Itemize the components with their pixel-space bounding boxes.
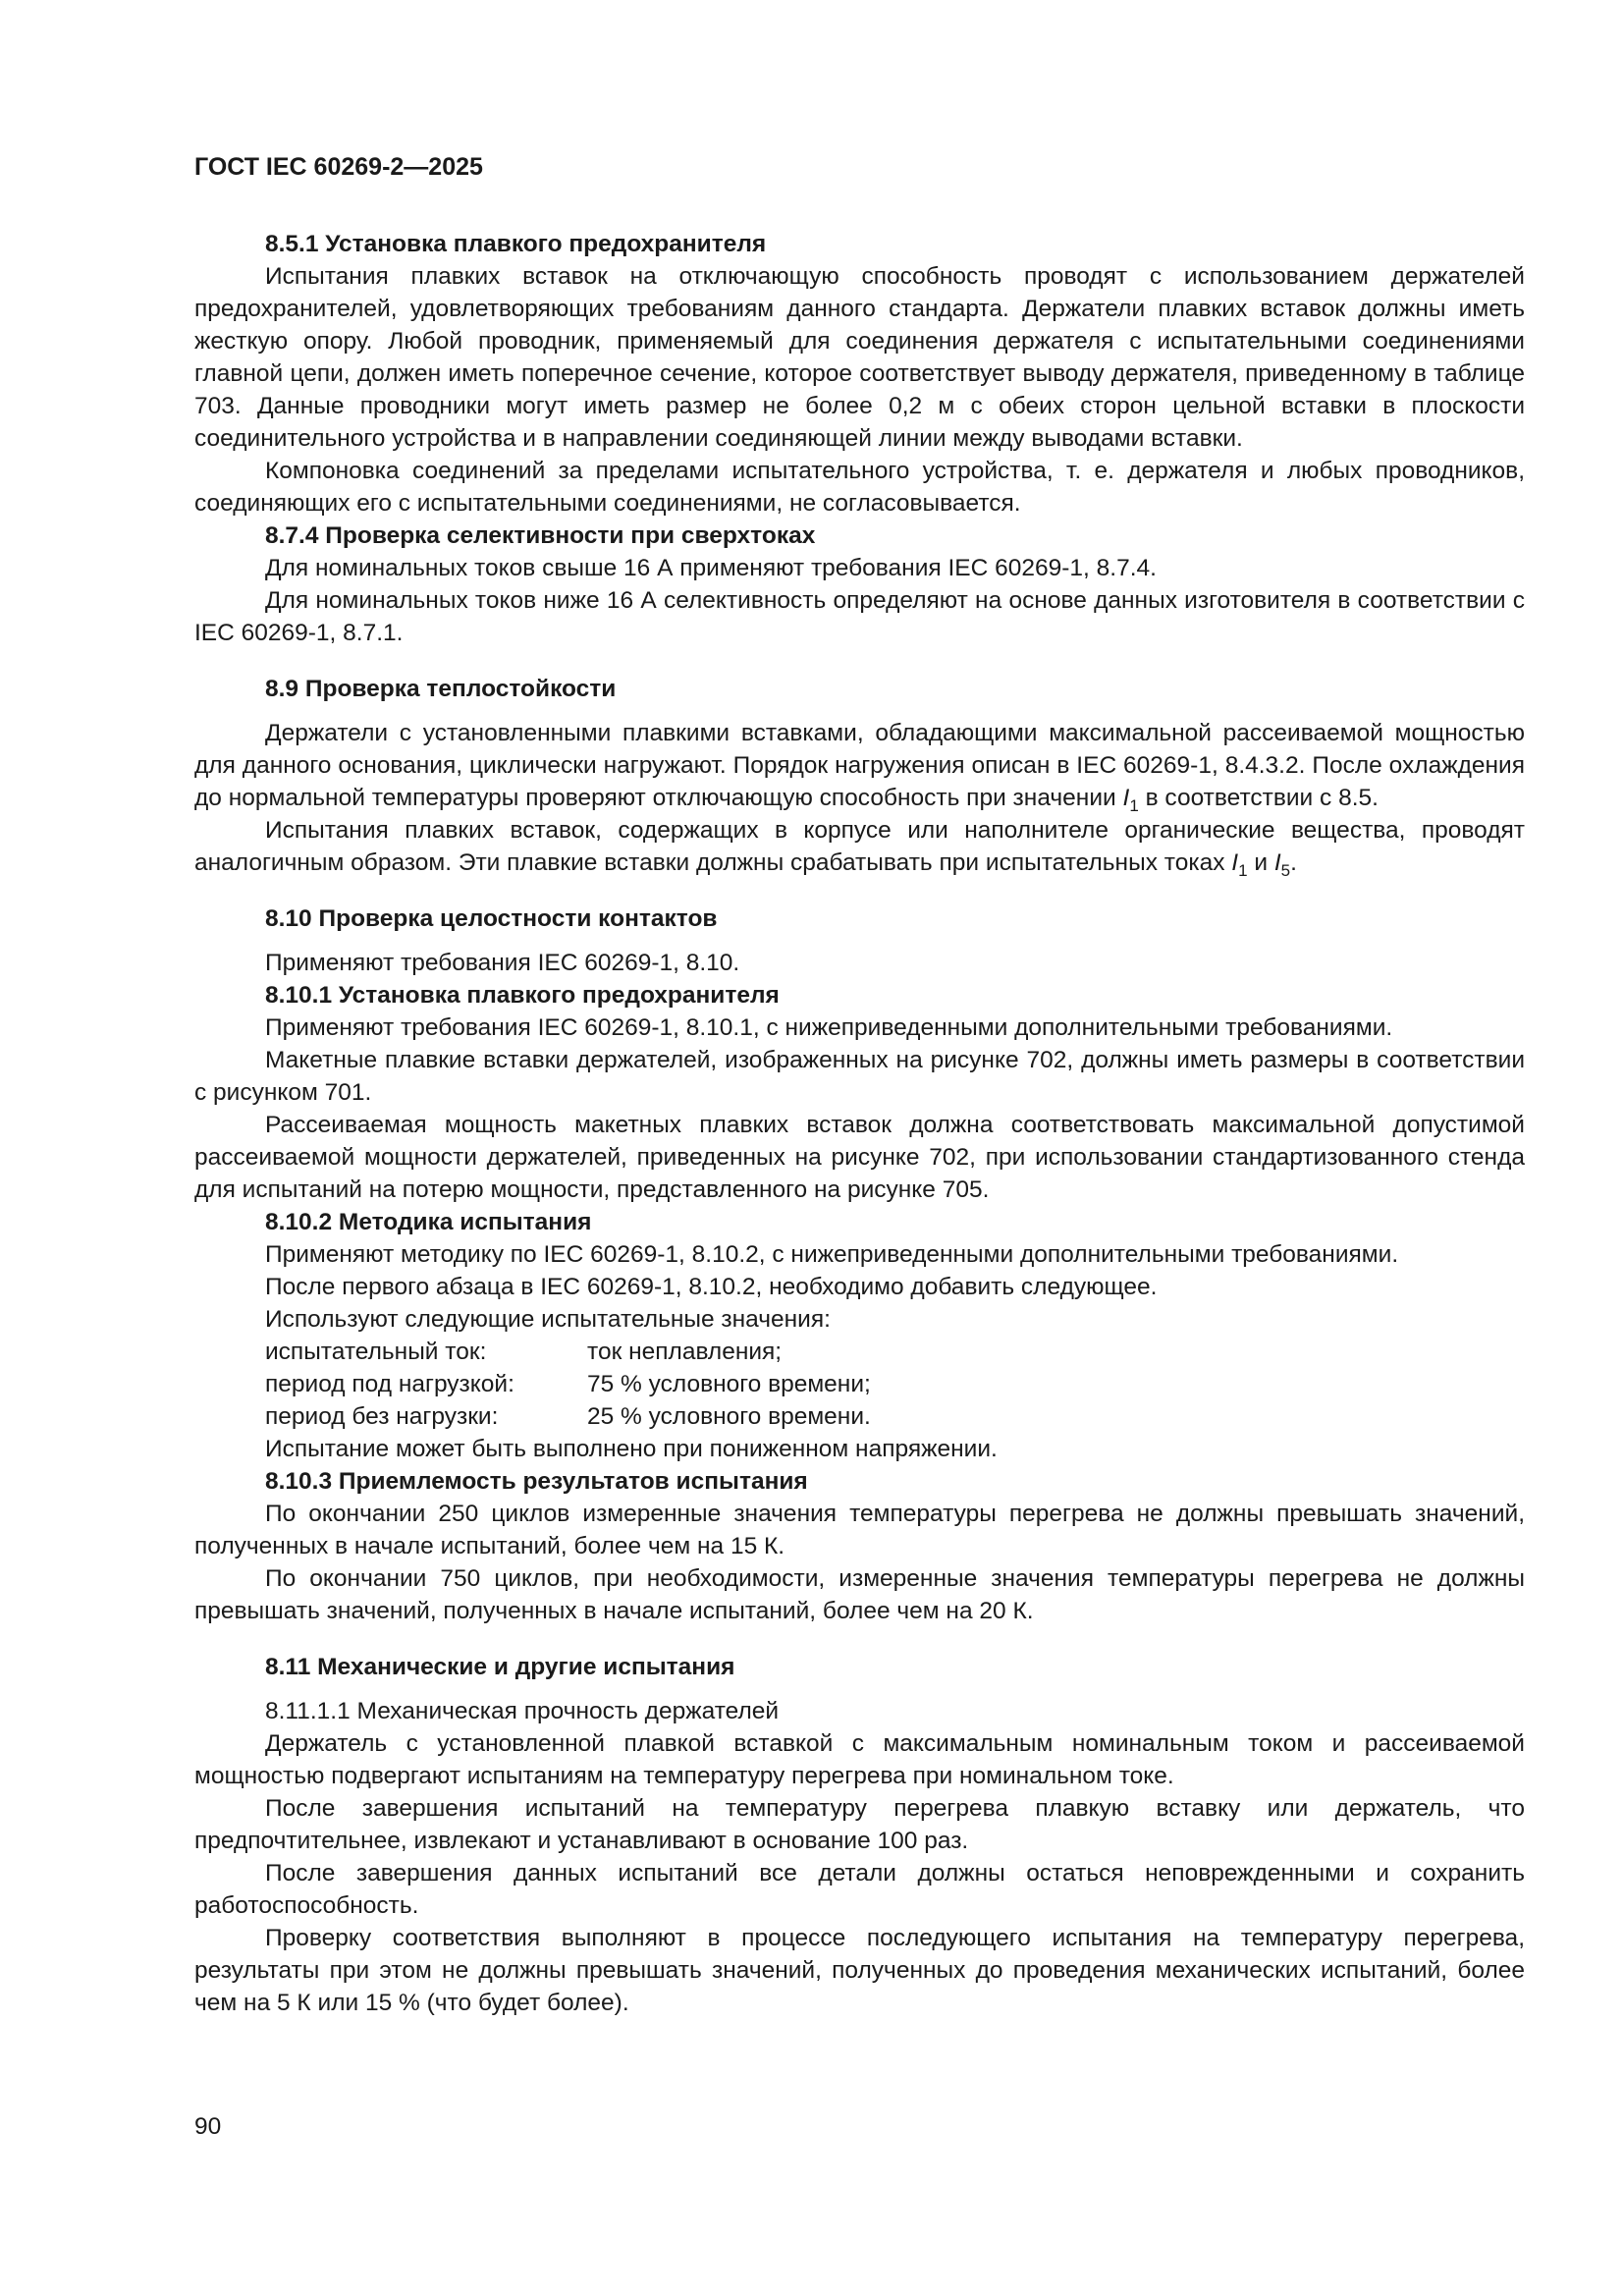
section-heading: 8.10.3 Приемлемость результатов испытания bbox=[265, 1468, 808, 1495]
paragraph: Для номинальных токов ниже 16 А селективность определяют на основе данных изготовителя в соответствии с IEC 60269-1, 8.7.1. bbox=[194, 587, 1525, 646]
paragraph: Испытание может быть выполнено при пониженном напряжении. bbox=[265, 1436, 998, 1462]
page-number: 90 bbox=[194, 2113, 222, 2140]
list-item: период под нагрузкой: 75 % условного времени; bbox=[265, 1371, 871, 1397]
section-heading: 8.7.4 Проверка селективности при сверхтоках bbox=[265, 522, 816, 549]
paragraph: Испытания плавких вставок на отключающую способность проводят с использованием держателей предохранителей, удовлетворяющих требованиям данного стандарта. Держатели плавких вставок должны иметь жесткую опору. Любой проводник, применяемый для соединения держателя с испытательными соединениями главной цепи, должен иметь поперечное сечение, которое соответствует выводу держателя, приведенному в таблице 703. Данные проводники могут иметь размер не более 0,2 м с обеих сторон цельной вставки в плоскости соединительного устройства и в направлении соединяющей линии между выводами вставки. bbox=[194, 263, 1525, 452]
paragraph: После первого абзаца в IEC 60269-1, 8.10.2, необходимо добавить следующее. bbox=[265, 1274, 1158, 1300]
paragraph: По окончании 250 циклов измеренные значения температуры перегрева не должны превышать значений, полученных в начале испытаний, более чем на 15 К. bbox=[194, 1501, 1525, 1559]
paragraph: Проверку соответствия выполняют в процессе последующего испытания на температуру перегрева, результаты при этом не должны превышать значений, полученных до проведения механических испытаний, более чем на 5 К или 15 % (что будет более). bbox=[194, 1925, 1525, 2016]
paragraph: Применяют методику по IEC 60269-1, 8.10.2, с нижеприведенными дополнительными требованиями. bbox=[265, 1241, 1399, 1268]
subsection-heading: 8.11.1.1 Механическая прочность держателей bbox=[265, 1698, 780, 1724]
paragraph: По окончании 750 циклов, при необходимости, измеренные значения температуры перегрева не должны превышать значений, полученных в начале испытаний, более чем на 20 К. bbox=[194, 1565, 1525, 1624]
paragraph: Применяют требования IEC 60269-1, 8.10. bbox=[265, 950, 740, 976]
test-values-list bbox=[194, 1336, 1525, 1433]
section-heading: 8.9 Проверка теплостойкости bbox=[265, 676, 617, 702]
paragraph: Рассеиваемая мощность макетных плавких вставок должна соответствовать максимальной допустимой рассеиваемой мощности держателей, приведенных на рисунке 702, при использовании стандартизованного стенда для испытаний на потерю мощности, представленного на рисунке 705. bbox=[194, 1112, 1525, 1203]
section-heading: 8.10.1 Установка плавкого предохранителя bbox=[265, 982, 780, 1009]
list-item: испытательный ток: ток неплавления; bbox=[265, 1339, 783, 1365]
document-id: ГОСТ IEC 60269-2—2025 bbox=[194, 153, 483, 181]
section-heading: 8.10.2 Методика испытания bbox=[265, 1209, 592, 1235]
paragraph: После завершения испытаний на температуру перегрева плавкую вставку или держатель, что предпочтительнее, извлекают и устанавливают в основание 100 раз. bbox=[194, 1795, 1525, 1854]
paragraph: После завершения данных испытаний все детали должны остаться неповрежденными и сохранить работоспособность. bbox=[194, 1860, 1525, 1919]
list-item: период без нагрузки: 25 % условного времени. bbox=[265, 1403, 871, 1430]
paragraph: Применяют требования IEC 60269-1, 8.10.1, с нижеприведенными дополнительными требованиями. bbox=[265, 1014, 1393, 1041]
paragraph: Используют следующие испытательные значения: bbox=[265, 1306, 831, 1333]
paragraph: Макетные плавкие вставки держателей, изображенных на рисунке 702, должны иметь размеры в соответствии с рисунком 701. bbox=[194, 1047, 1525, 1106]
paragraph: Держатели с установленными плавкими вставками, обладающими максимальной рассеиваемой мощностью для данного основания, циклически нагружают. Порядок нагружения описан в IEC 60269-1, 8.4.3.2. После охлаждения до нормальной температуры проверяют отключающую способность при значении $I_1$ в соответствии с 8.5. bbox=[194, 720, 1525, 815]
paragraph: Испытания плавких вставок, содержащих в корпусе или наполнителе органические вещества, проводят аналогичным образом. Эти плавкие вставки должны срабатывать при испытательных токах $I_1$ и $I_5$. bbox=[194, 817, 1525, 880]
section-heading: 8.10 Проверка целостности контактов bbox=[265, 905, 718, 932]
section-heading: 8.11 Механические и другие испытания bbox=[265, 1654, 735, 1680]
section-heading: 8.5.1 Установка плавкого предохранителя bbox=[265, 231, 767, 257]
paragraph: Держатель с установленной плавкой вставкой с максимальным номинальным током и рассеиваемой мощностью подвергают испытаниям на температуру перегрева при номинальном токе. bbox=[194, 1730, 1525, 1789]
page-body bbox=[194, 228, 1525, 2019]
paragraph: Для номинальных токов свыше 16 А применяют требования IEC 60269-1, 8.7.4. bbox=[265, 555, 1157, 581]
paragraph: Компоновка соединений за пределами испытательного устройства, т. е. держателя и любых проводников, соединяющих его с испытательными соединениями, не согласовывается. bbox=[194, 458, 1525, 517]
